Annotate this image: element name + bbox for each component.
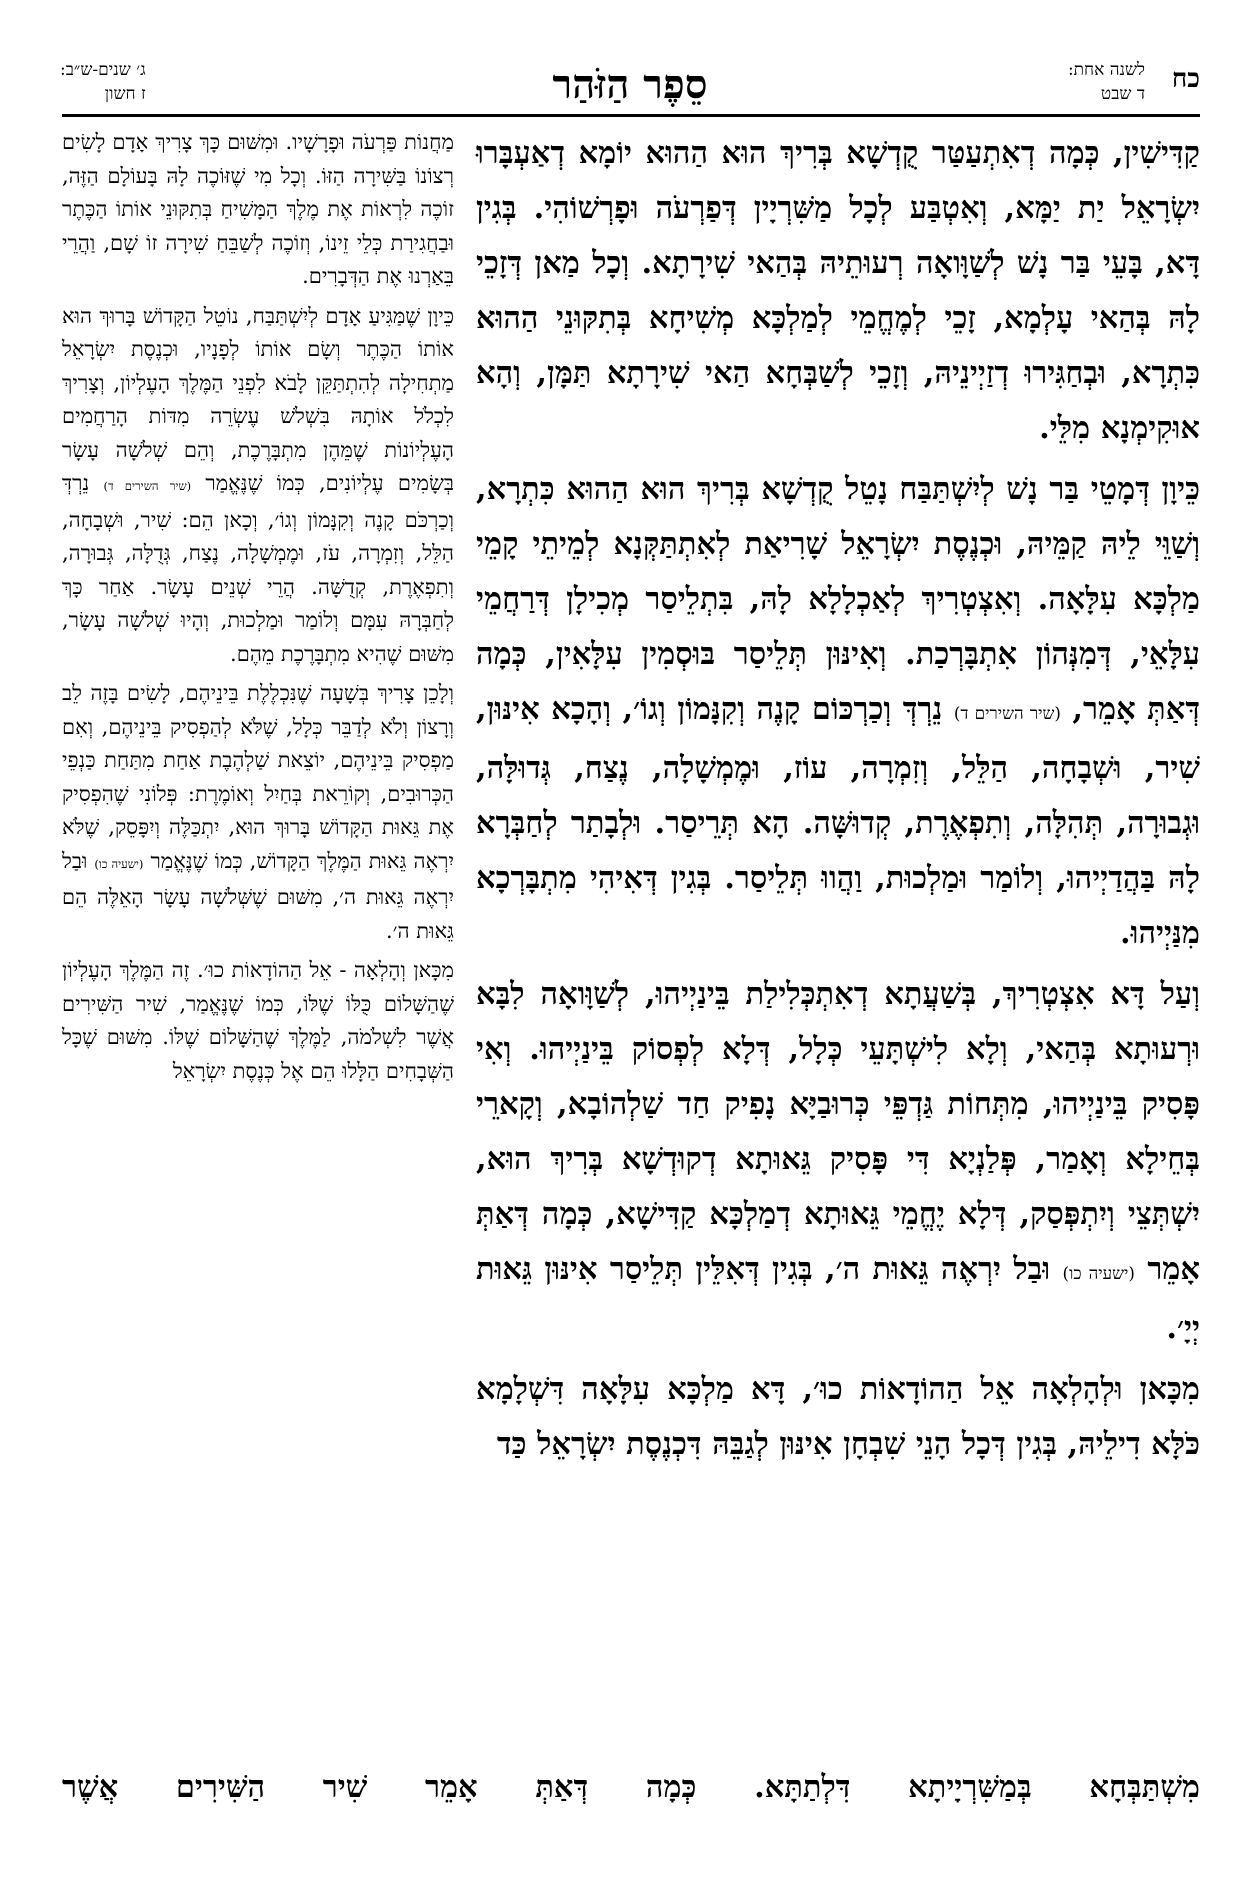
main-paragraph [476,462,1200,961]
translation-paragraph: מִכָּאן וְהָלְאָה - אֵל הַהוֹדָאוֹת כוּ׳. זֶה הַמֶּלֶךְ הָעֶלְיוֹן שֶׁהַשָּׁלוֹם כֻּלּוֹ שֶׁלּוֹ, כְּמוֹ שֶׁנֶּאֱמַר, שִׁיר הַשִּׁירִים אֲשֶׁר לִשְׁלֹמֹה, לַמֶּלֶךְ שֶׁהַשָּׁלוֹם שֶׁלּוֹ. מִשּׁוּם שֶׁכָּל הַשְּׁבָחִים הַלָּלוּ הֵם אֶל כְּנֶסֶת יִשְׂרָאֵל [62,958,454,1083]
paragraph-text: וּבַל יִרְאֶה גֵּאוּת ה׳, בְּגִין דְּאִלֵּין תְּלֵיסַר אִינּוּן גֵּאוּת יְיָ׳. [476,1251,1200,1346]
paragraph-text: וְלָכֵן צָרִיךְ בְּשָׁעָה שֶׁנִּכְלֶלֶת בֵּינֵיהֶם, לָשִׂים בָּזֶה לֵב וְרָצוֹן וְלֹא לְדַבֵּר כְּלָל, שֶׁלֹּא לְהַפְסִיק בֵּינֵיהֶם, וְאִם מַפְסִיק בֵּינֵיהֶם, יוֹצֵאת שַׁלְהֶבֶת אַחַת מִתַּחַת כַּנְפֵי הַכְּרוּבִים, וְקוֹרֵאת בְּחַיִל וְאוֹמֶרֶת: פְּלוֹנִי שֶׁהִפְסִיק אֶת גֵּאוּת הַקָּדוֹשׁ בָּרוּךְ הוּא, יִתְכַּלֶּה וְיִפָּסֵק, שֶׁלֹּא יִרְאֶה גֵּאוּת הַמֶּלֶךְ הַקָּדוֹשׁ, כְּמוֹ שֶׁנֶּאֱמַר [62,681,454,873]
study-schedule-three-years [60,58,146,106]
page-header [60,58,1200,114]
main-paragraph: מִכָּאן וּלְהָלְאָה אֵל הַהוֹדָאוֹת כוּ׳, דָּא מַלְכָּא עִלָּאָה דִּשְׁלָמָא כֹּלָּא דִילֵיהּ, בְּגִין דְּכָל הָנֵי שִׁבְחָן אִינּוּן לְגַבֵּהּ דִּכְנֶסֶת יִשְׂרָאֵל כַּד [476,1371,1200,1462]
verse-reference: (ישעיה כו) [94,856,144,871]
verse-reference: (ישעיה כו) [1062,1263,1135,1283]
paragraph-text: נֵרְדְּ וְכַרְכֹּם קָנֶה וְקִנָּמוֹן וְגוֹ׳, וְכָאן הֵם: שִׁיר, וּשְׁבָחָה, הַלֵּל, וְזִמְרָה, עֹז, וּמֶמְשָׁלָה, נֶצַח, גְּדֻלָּה, גְּבוּרָה, וְתִפְאֶרֶת, קְדֻשָּׁה. הֲרֵי שְׁנֵים עָשָׂר. אַחַר כָּךְ לְחַבְּרָהּ עִמָּם וְלוֹמַר וּמַלְכוּת, וְהָיוּ שְׁלֹשָׁה עָשָׂר, מִשּׁוּם שֶׁהִיא מִתְבָּרֶכֶת מֵהֶם. [62,471,454,666]
main-paragraph: קַדִּישִׁין, כְּמָה דְאִתְעַטַּר קֻדְשָׁא בְּרִיךְ הוּא הַהוּא יוֹמָא דְאַעְבָּרוּ יִשְׂרָאֵל יַת יַמָּא, וְאִטְבַּע לְכָל מַשִּׁרְיָין דְּפַרְעֹה וּפָרְשׁוֹהִי. בְּגִין דָּא, בָּעֵי בַּר נָשׁ לְשַׁוָּואָה רְעוּתֵיהּ בְּהַאי שִׁירָתָא. וְכָל מַאן דְּזָכֵי לָהּ בְּהַאי עָלְמָא, זָכֵי לְמֶחֱמֵי לְמַלְכָּא מְשִׁיחָא בְּתִקּוּנֵי הַהוּא כִּתְרָא, וּבְחַגִּירוּ דְזַיְינֵיהּ, וְזָכֵי לְשַׁבְּחָא הַאי שִׁירָתָא תַּמָּן, וְהָא אוּקִימְנָא מִלֵּי. [476,135,1200,446]
paragraph-text: כֵּיוָן דְּמָטֵי בַּר נָשׁ לְיִשְׁתַּבַּח נָטֵל קֻדְשָׁא בְּרִיךְ הוּא הַהוּא כִּתְרָא, וְשַׁוֵּי לֵיהּ קַמֵּיהּ, וּכְנֶסֶת יִשְׂרָאֵל שָׁרִיאַת לְאִתְתַּקְּנָא לְמֵיתֵי קָמֵי מַלְכָּא עִלָּאָה. וְאִצְטְרִיךְ לְאַכְלָלָא לָהּ, בִּתְלֵיסַר מְכִילָן דְּרַחֲמֵי עִלָּאֵי, דְּמִנְּהוֹן אִתְבָּרְכַת. וְאִינּוּן תְּלֵיסַר בּוּסְמִין עִלָּאִין, כְּמָה דְּאַתְּ אָמֵר, [476,471,1201,727]
translation-paragraph [62,677,454,948]
page-number: כח [1171,64,1200,94]
paragraph-text: וְעַל דָּא אִצְטְרִיךְ, בְּשַׁעֲתָא דְאִתְכְּלִילַת בֵּינַיְיהוּ, לְשַׁוָּואָה לִבָּא וּרְעוּתָא בְּהַאי, וְלָא לִישְׁתָּעֵי כְּלָל, דְּלָא לְפְסוֹק בֵּינַיְיהוּ. וְאִי פָּסִיק בֵּינַיְיהוּ, מִתְּחוֹת גַּדְפֵּי כְּרוּבַיָּא נָפִיק חַד שַׁלְהוֹבָא, וְקָארֵי בְּחֵילָא וְאָמַר, פְּלַנְיָא דִּי פָּסִיק גֵּאוּתָא דְקוּדְשָׁא בְּרִיךְ הוּא, יִשְׁתְּצֵי וְיִתְפְּסַק, דְּלָא יֶחֱמֵי גֵּאוּתָא דְמַלְכָּא קַדִּישָׁא, כְּמָה דְּאַתְּ אָמֵר [476,976,1200,1287]
schedule-date: ז חשון [104,84,146,104]
aramaic-main-text [476,126,1200,1751]
translation-paragraph [62,300,454,672]
translation-paragraph: מַחֲנוֹת פַּרְעֹה וּפָרָשָׁיו. וּמִשּׁוּם כָּךְ צָרִיךְ אָדָם לָשִׂים רְצוֹנוֹ בַּשִּׁירָה הַזּוֹ. וְכָל מִי שֶׁזּוֹכֶה לָהּ בָּעוֹלָם הַזֶּה, זוֹכֶה לִרְאוֹת אֶת מֶלֶךְ הַמָּשִׁיחַ בְּתִקּוּנֵי אוֹתוֹ הַכֶּתֶר וּבַחֲגִירַת כְּלֵי זֵינוֹ, וְזוֹכֶה לְשַׁבֵּחַ שִׁירָה זוֹ שָׁם, וַהֲרֵי בֵּאַרְנוּ אֶת הַדְּבָרִים. [62,130,454,288]
main-paragraph [476,967,1200,1356]
paragraph-text: וּבַל יִרְאֶה גֵּאוּת ה׳, מִשּׁוּם שֶׁשְּׁלֹשָׁה עָשָׂר הָאֵלֶּה הֵם גֵּאוּת ה׳. [62,848,454,943]
schedule-date: ד שבט [1100,84,1145,104]
paragraph-text: כֵּיוָן שֶׁמַּגִּיעַ אָדָם לְיִשְׁתַּבַּח, נוֹטֵל הַקָּדוֹשׁ בָּרוּךְ הוּא אוֹתוֹ הַכֶּתֶר וְשָׂם אוֹתוֹ לְפָנָיו, וּכְנֶסֶת יִשְׂרָאֵל מַתְחִילָה לְהִתְתַּקֵּן לָבֹא לִפְנֵי הַמֶּלֶךְ הָעֶלְיוֹן, וְצָרִיךְ לִכְלֹל אוֹתָהּ בִּשְׁלֹשׁ עֶשְׂרֵה מִדּוֹת הָרַחֲמִים הָעֶלְיוֹנוֹת שֶׁמֵּהֶן מִתְבָּרֶכֶת, וְהֵם שְׁלֹשָׁה עָשָׂר בְּשָׂמִים עֶלְיוֹנִים, כְּמוֹ שֶׁנֶּאֱמַר [62,303,454,495]
schedule-label: ג׳ שנים-ש״ב: [60,60,146,80]
schedule-label: לשנה אחת: [1067,60,1145,80]
verse-reference: (שיר השירים ד) [953,703,1061,723]
verse-reference: (שיר השירים ד) [103,479,192,493]
book-title: סֵפֶר הַזֹּהַר [552,61,708,108]
hebrew-translation-column [62,126,454,1776]
main-text-continuation-line: מִשְׁתַּבְּחָא בְּמַשִּׁרְיָיתָא דִּלְתַתָּא. כְּמָה דְּאַתְּ אָמֵר שִׁיר הַשִּׁירִים אֲשֶׁר [62,1769,1200,1805]
paragraph-text: נֵרְדְּ וְכַרְכּוֹם קָנֶה וְקִנָּמוֹן וְגוֹ׳, וְהָכָא אִינּוּן, שִׁיר, וּשְׁבָחָה, הַלֵּל, וְזִמְרָה, עוֹז, וּמֶמְשָׁלָה, נֶצַח, גְּדוּלָּה, וּגְבוּרָה, תְּהִלָּה, וְתִפְאֶרֶת, קְדוּשָּׁה. הָא תְּרֵיסַר. וּלְבָתַר לְחַבְּרָא לָהּ בַּהֲדַיְיהוּ, וְלוֹמַר וּמַלְכוּת, וַהֲווּ תְּלֵיסַר. בְּגִין דְּאִיהִי מִתְבָּרְכָא מִנַּיְיהוּ. [476,691,1200,951]
header-divider [62,114,1200,117]
